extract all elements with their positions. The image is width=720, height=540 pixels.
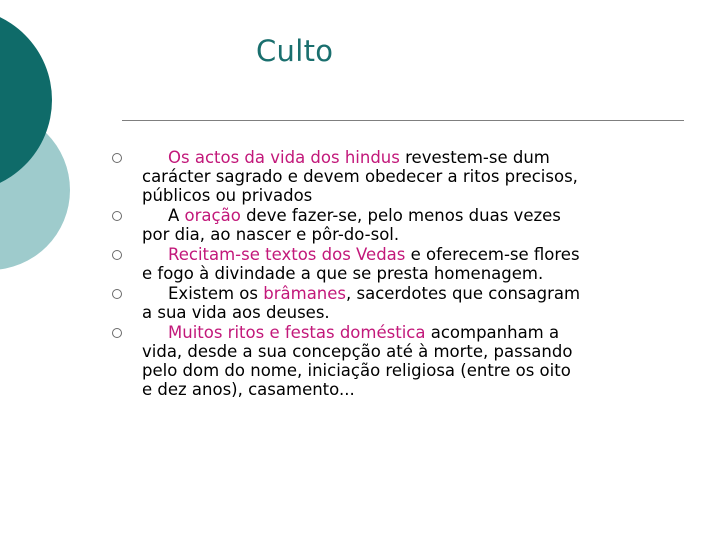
bullet-list xyxy=(112,148,582,400)
list-item xyxy=(112,245,582,283)
highlight-text: brâmanes xyxy=(263,284,347,303)
hollow-circle-icon xyxy=(112,289,122,299)
highlight-text: Muitos ritos e festas doméstica xyxy=(168,323,426,342)
decorative-circles xyxy=(0,0,110,300)
item-text-before: A xyxy=(168,206,185,225)
highlight-text: Os actos da vida dos hindus xyxy=(168,148,400,167)
hollow-circle-icon xyxy=(112,153,122,163)
item-text: acompanham a vida, desde a sua concepção até à morte, passando pelo dom do nome, iniciação religiosa (entre os oito e dez anos), casamento... xyxy=(142,323,573,399)
list-item xyxy=(112,284,582,322)
highlight-text: Recitam-se textos dos Vedas xyxy=(168,245,406,264)
hollow-circle-icon xyxy=(112,250,122,260)
title-divider xyxy=(122,120,684,121)
list-item xyxy=(112,206,582,244)
hollow-circle-icon xyxy=(112,211,122,221)
highlight-text: oração xyxy=(184,206,241,225)
item-text: deve fazer-se, pelo menos duas vezes por dia, ao nascer e pôr-do-sol. xyxy=(142,206,561,244)
item-text: , sacerdotes que consagram a sua vida aos deuses. xyxy=(142,284,581,322)
item-text: e oferecem-se flores e fogo à divindade a que se presta homenagem. xyxy=(142,245,580,283)
hollow-circle-icon xyxy=(112,328,122,338)
list-item xyxy=(112,148,582,205)
item-text-before: Existem os xyxy=(168,284,264,303)
slide-title: Culto xyxy=(256,34,334,68)
item-text: revestem-se dum carácter sagrado e devem obedecer a ritos precisos, públicos ou privados xyxy=(142,148,578,205)
list-item xyxy=(112,323,582,399)
